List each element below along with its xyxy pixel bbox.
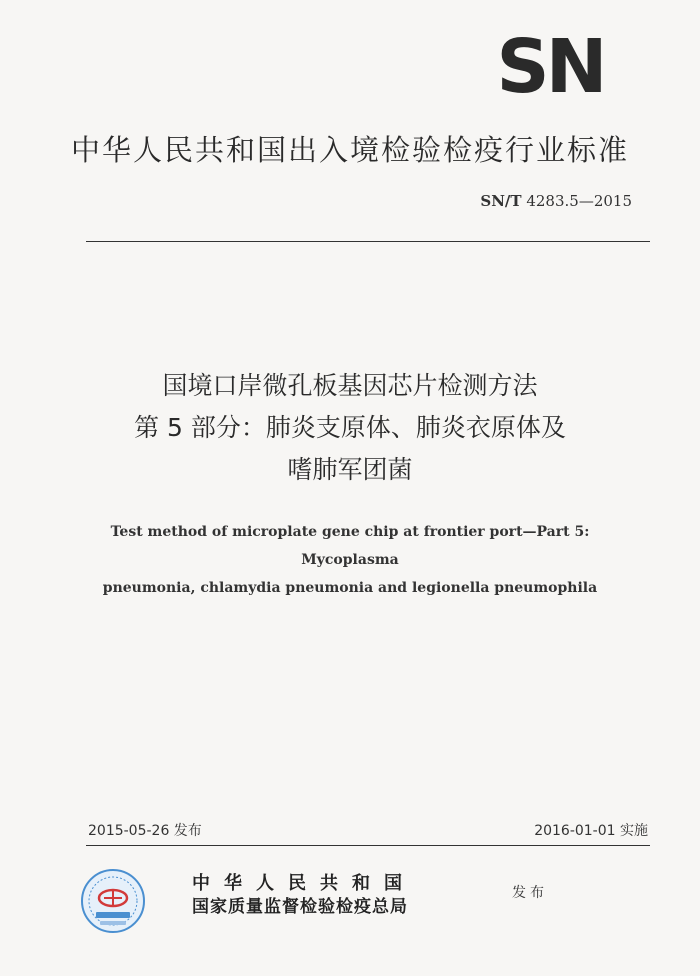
- title-en-line-2: pneumonia, chlamydia pneumonia and legionella pneumophila: [102, 580, 598, 596]
- footer-divider: [86, 845, 650, 846]
- publish-label: 发布: [512, 885, 548, 901]
- title-cn-line-2: 第 5 部分：肺炎支原体、肺炎衣原体及: [134, 413, 566, 442]
- issuer-line-1: 中华人民共和国: [192, 873, 416, 894]
- issue-date: 2015-05-26 发布: [88, 823, 202, 839]
- title-cn-line-1: 国境口岸微孔板基因芯片检测方法: [162, 371, 538, 400]
- sn-logo: SN: [496, 24, 604, 110]
- standard-code-prefix: SN/T: [480, 192, 522, 210]
- title-en-line-1: Test method of microplate gene chip at frontier port—Part 5: Mycoplasma: [110, 524, 590, 568]
- header-divider: [86, 241, 650, 242]
- title-english: [60, 518, 640, 602]
- title-cn-line-3: 嗜肺军团菌: [287, 455, 413, 484]
- implementation-date: 2016-01-01 实施: [534, 823, 648, 839]
- standard-code: [480, 192, 632, 210]
- verification-seal-icon: [80, 868, 146, 934]
- standard-code-number: 4283.5—2015: [526, 192, 632, 210]
- org-title: 中华人民共和国出入境检验检疫行业标准: [70, 133, 629, 167]
- issuer-line-2: 国家质量监督检验检疫总局: [192, 897, 408, 917]
- issuing-authority: [192, 873, 416, 919]
- title-chinese: [0, 365, 700, 491]
